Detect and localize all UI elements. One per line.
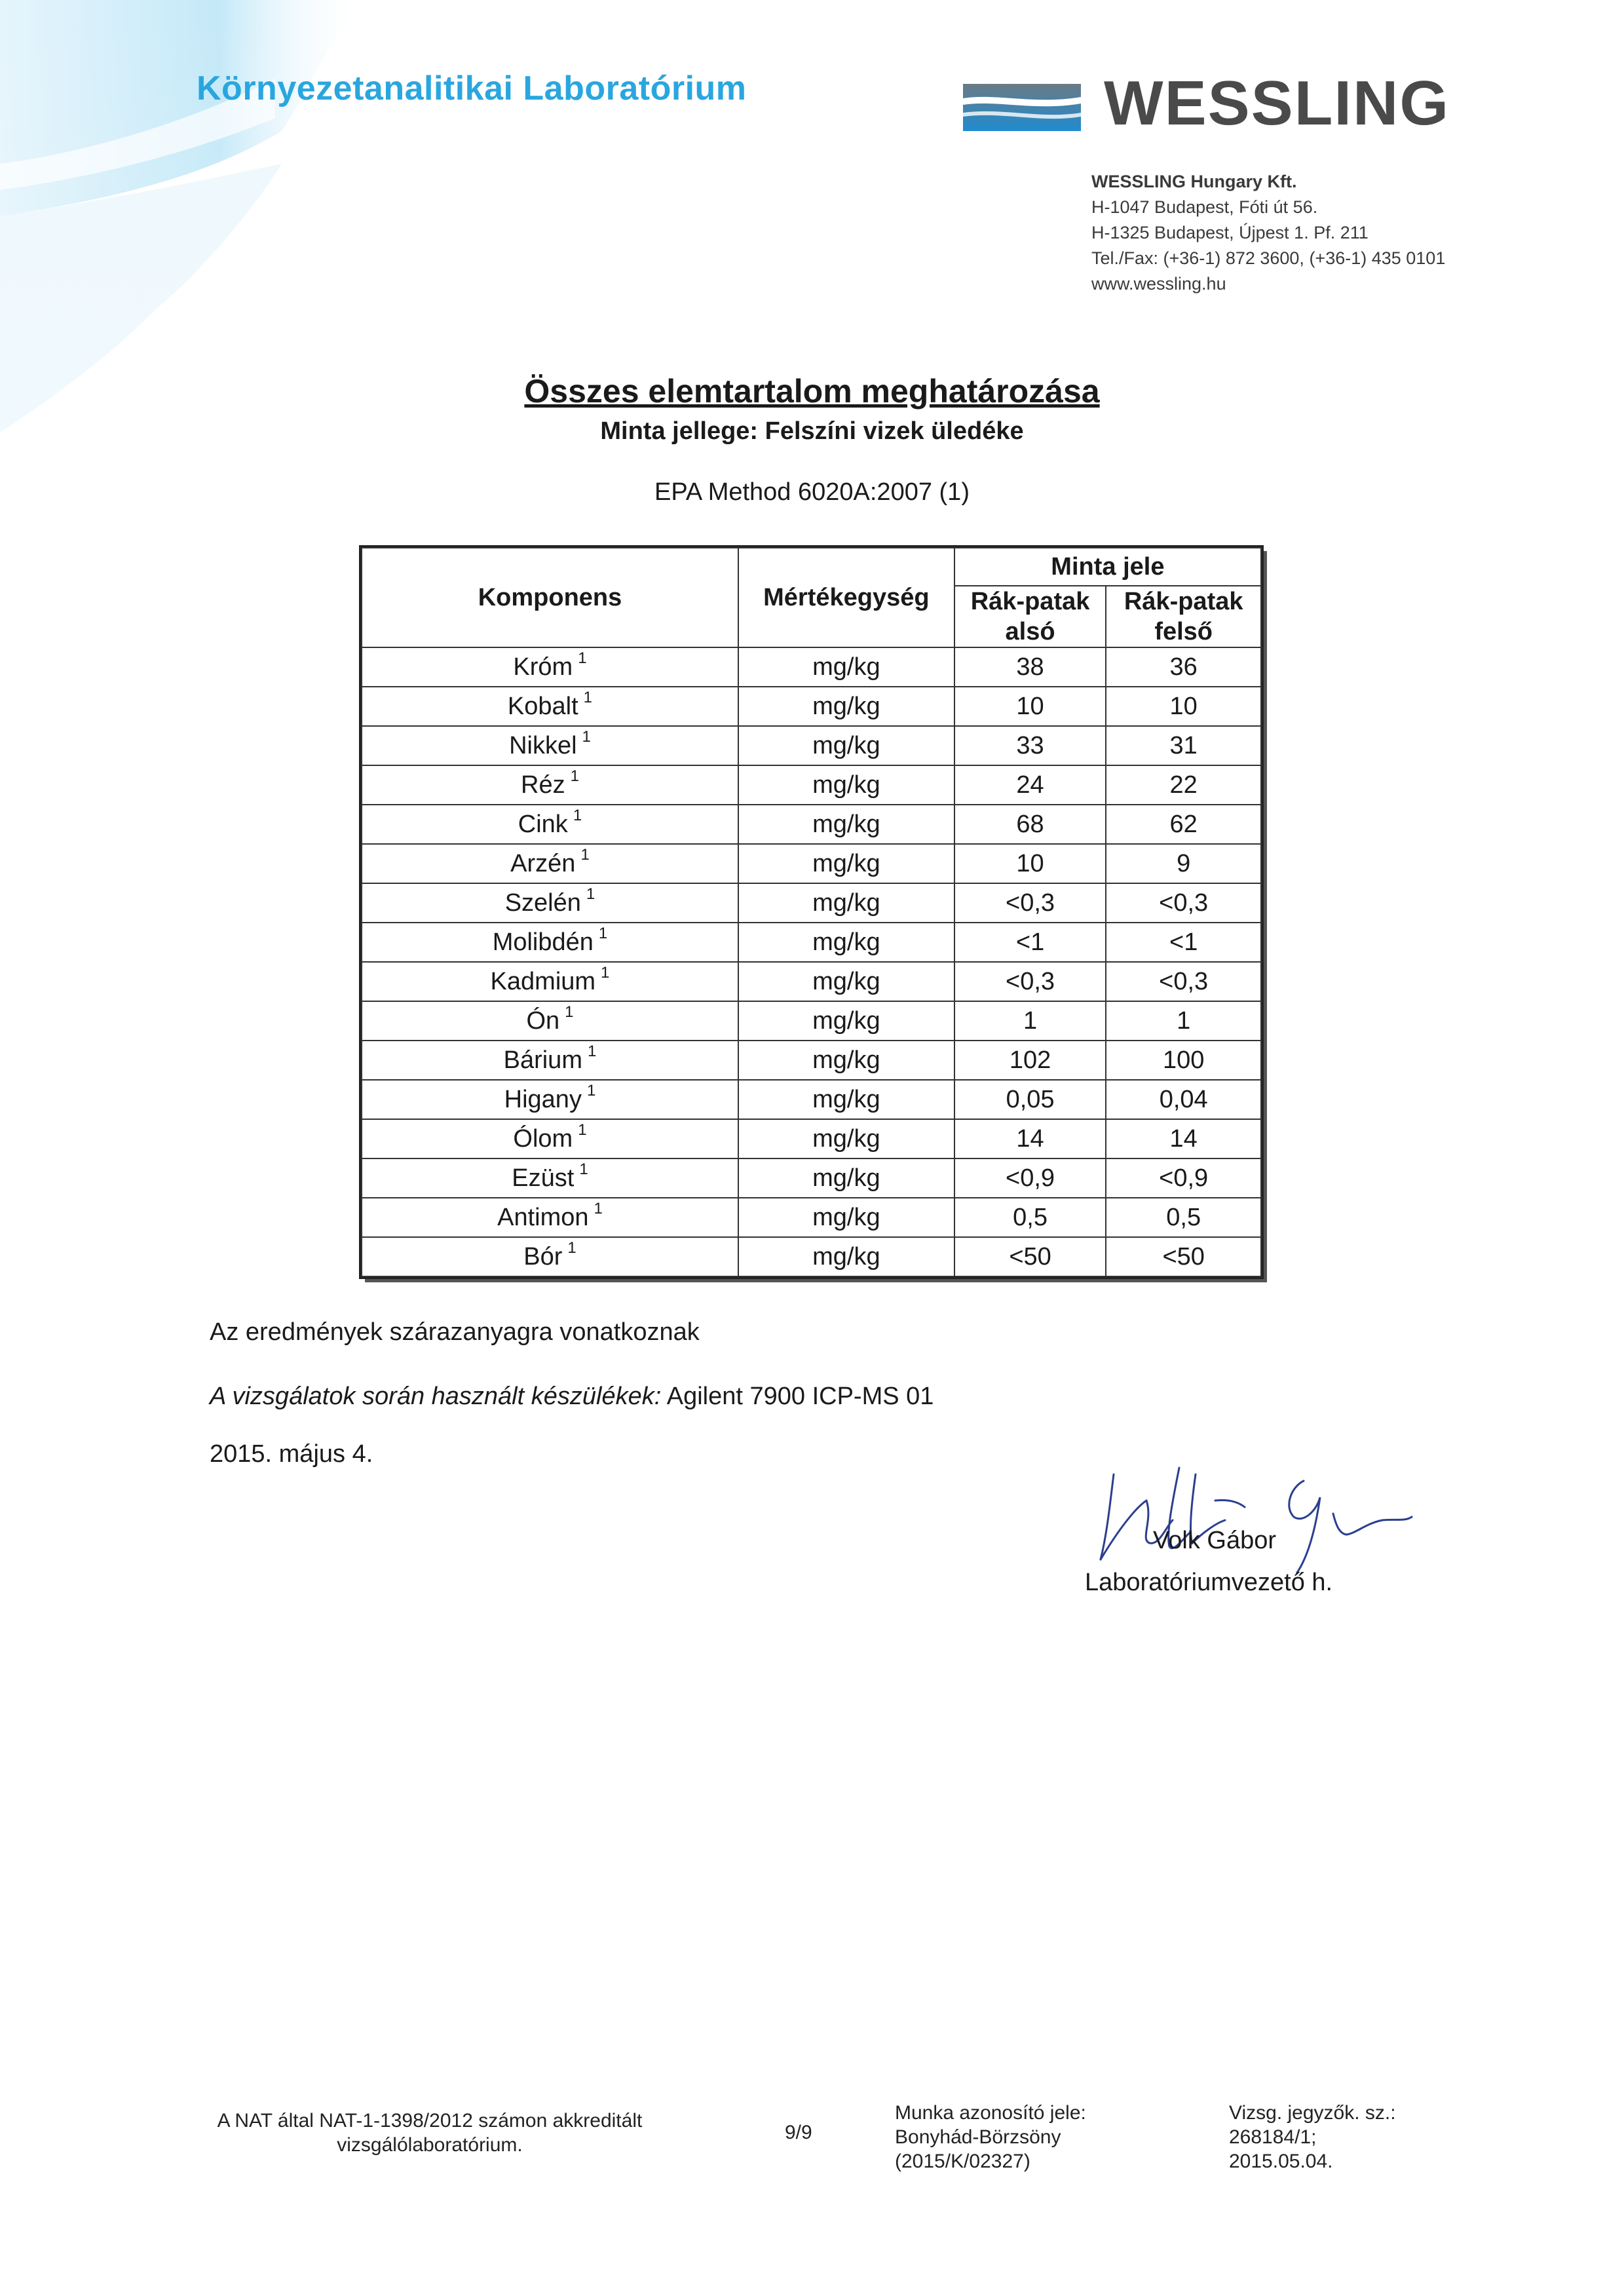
footnote-marker: 1 (582, 727, 591, 746)
column-header-unit: Mértékegység (738, 548, 954, 647)
sample-1-value: 10 (954, 687, 1106, 726)
footnote-marker: 1 (601, 963, 610, 982)
unit-cell: mg/kg (738, 805, 954, 844)
sample-2-value: <1 (1106, 923, 1261, 962)
logo-text: WESSLING (1104, 68, 1450, 138)
sample-2-value: 1 (1106, 1001, 1261, 1041)
sample-1-value: <50 (954, 1237, 1106, 1276)
unit-cell: mg/kg (738, 726, 954, 765)
footnote-marker: 1 (565, 1003, 574, 1021)
sample-1-value: 102 (954, 1041, 1106, 1080)
sample-2-value: 14 (1106, 1119, 1261, 1158)
component-name: Higany (504, 1085, 582, 1113)
footer-work-id (895, 2101, 1086, 2173)
sample-2-value: 10 (1106, 687, 1261, 726)
unit-cell: mg/kg (738, 647, 954, 687)
footnote-marker: 1 (583, 688, 593, 706)
component-cell (362, 726, 738, 765)
sample-2-value: 31 (1106, 726, 1261, 765)
sample-1-value: 1 (954, 1001, 1106, 1041)
table-row (362, 1080, 1261, 1119)
instruments-value: Agilent 7900 ICP-MS 01 (666, 1383, 934, 1410)
component-name: Réz (521, 771, 565, 799)
table-row (362, 765, 1261, 805)
component-cell (362, 687, 738, 726)
wessling-wave-icon (963, 79, 1081, 131)
instruments-label: A vizsgálatok során használt készülékek: (210, 1383, 662, 1410)
component-cell (362, 647, 738, 687)
sample-2-value: 0,04 (1106, 1080, 1261, 1119)
company-phone: Tel./Fax: (+36-1) 872 3600, (+36-1) 435 0101 (1091, 248, 1446, 268)
footnote-marker: 1 (586, 885, 595, 903)
component-cell (362, 1119, 738, 1158)
work-id-code: (2015/K/02327) (895, 2151, 1030, 2172)
footnote-marker: 1 (567, 1238, 576, 1257)
sample-2-value: <0,9 (1106, 1158, 1261, 1198)
unit-cell: mg/kg (738, 1198, 954, 1237)
dry-matter-note: Az eredmények szárazanyagra vonatkoznak (210, 1318, 700, 1346)
component-cell (362, 765, 738, 805)
wessling-logo (963, 68, 1450, 138)
component-name: Kobalt (507, 692, 578, 720)
component-cell (362, 883, 738, 923)
component-name: Króm (513, 653, 573, 681)
footnote-marker: 1 (586, 1081, 596, 1100)
table-row (362, 962, 1261, 1001)
sample-1-value: <1 (954, 923, 1106, 962)
results-table-body (362, 647, 1261, 1276)
sample-2-value: 36 (1106, 647, 1261, 687)
table-row (362, 1237, 1261, 1276)
unit-cell: mg/kg (738, 1119, 954, 1158)
unit-cell: mg/kg (738, 844, 954, 883)
signatory-name: Volk Gábor (1153, 1527, 1276, 1554)
unit-cell: mg/kg (738, 883, 954, 923)
component-cell (362, 1237, 738, 1276)
work-id-label: Munka azonosító jele: (895, 2102, 1086, 2124)
unit-cell: mg/kg (738, 923, 954, 962)
table-row (362, 687, 1261, 726)
handwritten-signature (1074, 1461, 1415, 1579)
table-row (362, 647, 1261, 687)
sample-1-value: 14 (954, 1119, 1106, 1158)
component-cell (362, 1001, 738, 1041)
report-number-label: Vizsg. jegyzők. sz.: (1229, 2102, 1396, 2124)
accreditation-line-2: vizsgálólaboratórium. (337, 2134, 523, 2156)
table-row (362, 805, 1261, 844)
column-header-sample-1: Rák-patak alsó (954, 586, 1106, 647)
unit-cell: mg/kg (738, 687, 954, 726)
component-name: Ón (526, 1006, 560, 1035)
company-website: www.wessling.hu (1091, 274, 1226, 294)
table-row (362, 1001, 1261, 1041)
results-table (359, 545, 1264, 1279)
table-row (362, 1041, 1261, 1080)
component-name: Bárium (503, 1046, 582, 1074)
sample-1-value: 68 (954, 805, 1106, 844)
table-row (362, 844, 1261, 883)
report-number: 268184/1; (1229, 2126, 1317, 2148)
component-cell (362, 1080, 738, 1119)
footer-report-number (1229, 2101, 1396, 2173)
sample-1-value: <0,9 (954, 1158, 1106, 1198)
component-name: Nikkel (509, 731, 577, 759)
component-name: Szelén (504, 889, 581, 917)
sample-2-value: 0,5 (1106, 1198, 1261, 1237)
table-row (362, 883, 1261, 923)
sample-2-value: 22 (1106, 765, 1261, 805)
column-header-component: Komponens (362, 548, 738, 647)
footer-accreditation (194, 2109, 666, 2157)
table-row (362, 1158, 1261, 1198)
report-number-date: 2015.05.04. (1229, 2151, 1333, 2172)
component-name: Bór (523, 1242, 563, 1271)
sample-1-value: 0,05 (954, 1080, 1106, 1119)
footnote-marker: 1 (578, 1120, 587, 1139)
sample-1-value: 33 (954, 726, 1106, 765)
component-name: Kadmium (490, 967, 596, 995)
sample-2-value: <0,3 (1106, 883, 1261, 923)
signatory-title: Laboratóriumvezető h. (1085, 1569, 1333, 1596)
table-row (362, 923, 1261, 962)
unit-cell: mg/kg (738, 962, 954, 1001)
footnote-marker: 1 (579, 1160, 588, 1178)
unit-cell: mg/kg (738, 765, 954, 805)
sample-1-value: 24 (954, 765, 1106, 805)
instruments-note (210, 1383, 934, 1411)
company-address-1: H-1047 Budapest, Fóti út 56. (1091, 197, 1318, 217)
page-number: 9/9 (785, 2122, 812, 2143)
footnote-marker: 1 (573, 806, 582, 824)
component-cell (362, 1158, 738, 1198)
sample-1-value: 0,5 (954, 1198, 1106, 1237)
sample-type: Minta jellege: Felszíni vizek üledéke (600, 417, 1024, 445)
component-cell (362, 962, 738, 1001)
footnote-marker: 1 (578, 649, 587, 667)
column-header-sample-2: Rák-patak felső (1106, 586, 1261, 647)
sample-2-value: 100 (1106, 1041, 1261, 1080)
table-row (362, 726, 1261, 765)
sample-2-value: 9 (1106, 844, 1261, 883)
component-cell (362, 805, 738, 844)
document-title: Összes elemtartalom meghatározása (524, 373, 1100, 410)
work-id-place: Bonyhád-Börzsöny (895, 2126, 1061, 2148)
footnote-marker: 1 (580, 845, 590, 864)
component-name: Molibdén (492, 928, 594, 956)
company-info (1091, 169, 1445, 297)
test-method: EPA Method 6020A:2007 (1) (654, 478, 970, 506)
company-address-2: H-1325 Budapest, Újpest 1. Pf. 211 (1091, 223, 1369, 242)
footnote-marker: 1 (598, 924, 608, 942)
unit-cell: mg/kg (738, 1158, 954, 1198)
sample-2-value: <0,3 (1106, 962, 1261, 1001)
component-cell (362, 844, 738, 883)
sample-1-value: 10 (954, 844, 1106, 883)
sample-2-value: <50 (1106, 1237, 1261, 1276)
sample-1-value: 38 (954, 647, 1106, 687)
component-name: Antimon (497, 1203, 589, 1231)
sample-2-value: 62 (1106, 805, 1261, 844)
component-name: Ólom (513, 1124, 573, 1153)
unit-cell: mg/kg (738, 1080, 954, 1119)
component-name: Cink (518, 810, 568, 838)
footnote-marker: 1 (594, 1199, 603, 1217)
component-name: Ezüst (512, 1164, 575, 1192)
footnote-marker: 1 (570, 767, 579, 785)
unit-cell: mg/kg (738, 1041, 954, 1080)
component-cell (362, 1198, 738, 1237)
component-cell (362, 1041, 738, 1080)
unit-cell: mg/kg (738, 1237, 954, 1276)
component-cell (362, 923, 738, 962)
footnote-marker: 1 (587, 1042, 597, 1060)
component-name: Arzén (510, 849, 576, 877)
sample-1-value: <0,3 (954, 962, 1106, 1001)
column-header-sample-group: Minta jele (954, 548, 1261, 586)
accreditation-line-1: A NAT által NAT-1-1398/2012 számon akkreditált (217, 2110, 643, 2132)
table-row (362, 1198, 1261, 1237)
lab-name: Környezetanalitikai Laboratórium (197, 69, 747, 107)
sample-1-value: <0,3 (954, 883, 1106, 923)
table-row (362, 1119, 1261, 1158)
report-date: 2015. május 4. (210, 1440, 373, 1468)
unit-cell: mg/kg (738, 1001, 954, 1041)
company-name: WESSLING Hungary Kft. (1091, 172, 1297, 191)
